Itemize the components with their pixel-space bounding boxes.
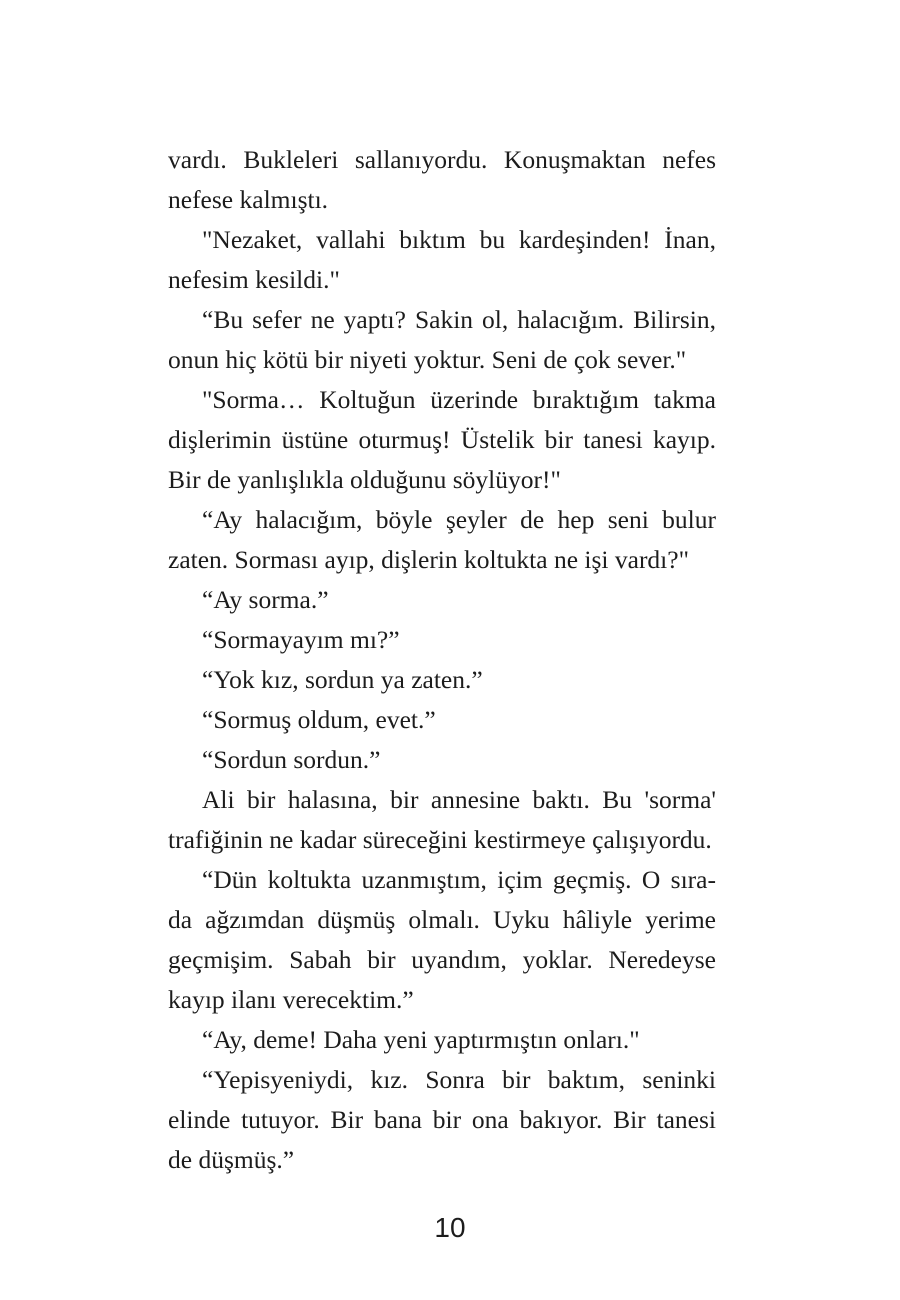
text-line: “Sormayayım mı?” [202, 625, 400, 654]
text-line: “Dün koltukta uzanmıştım, içim geçmiş. O sıra- [202, 865, 716, 894]
text-line: zaten. Sorması ayıp, dişlerin koltukta ne işi vardı?" [168, 545, 689, 574]
text-line: “Bu sefer ne yaptı? Sakin ol, halacığım. Bilirsin, [202, 305, 716, 334]
text-line: geçmişim. Sabah bir uyandım, yoklar. Neredeyse [168, 945, 716, 974]
text-line: “Yepisyeniydi, kız. Sonra bir baktım, seninki [202, 1065, 716, 1094]
text-line: nefesim kesildi." [168, 265, 340, 294]
text-line: Ali bir halasına, bir annesine baktı. Bu 'sorma' [202, 785, 716, 814]
text-line: "Nezaket, vallahi bıktım bu kardeşinden! İnan, [202, 225, 716, 254]
text-line: dişlerimin üstüne oturmuş! Üstelik bir tanesi kayıp. [168, 425, 716, 454]
text-line: onun hiç kötü bir niyeti yoktur. Seni de çok sever." [168, 345, 687, 374]
text-line: da ağzımdan düşmüş olmalı. Uyku hâliyle yerime [168, 905, 716, 934]
text-line: “Sormuş oldum, evet.” [202, 705, 436, 734]
text-line: “Ay, deme! Daha yeni yaptırmıştın onları." [202, 1025, 640, 1054]
text-line: “Ay sorma.” [202, 585, 329, 614]
text-line: elinde tutuyor. Bir bana bir ona bakıyor. Bir tanesi [168, 1105, 716, 1134]
text-line: vardı. Bukleleri sallanıyordu. Konuşmaktan nefes [168, 145, 716, 174]
text-line: “Ay halacığım, böyle şeyler de hep seni bulur [202, 505, 716, 534]
text-line: kayıp ilanı verecektim.” [168, 985, 414, 1014]
body-text [168, 140, 716, 1180]
page-number: 10 [434, 1212, 466, 1243]
text-line: nefese kalmıştı. [168, 185, 329, 214]
text-line: Bir de yanlışlıkla olduğunu söylüyor!" [168, 465, 561, 494]
text-line: de düşmüş.” [168, 1145, 295, 1174]
text-line: “Sordun sordun.” [202, 745, 381, 774]
text-line: "Sorma… Koltuğun üzerinde bıraktığım takma [202, 385, 716, 414]
text-line: “Yok kız, sordun ya zaten.” [202, 665, 483, 694]
text-line: trafiğinin ne kadar süreceğini kestirmeye çalışıyordu. [168, 825, 712, 854]
